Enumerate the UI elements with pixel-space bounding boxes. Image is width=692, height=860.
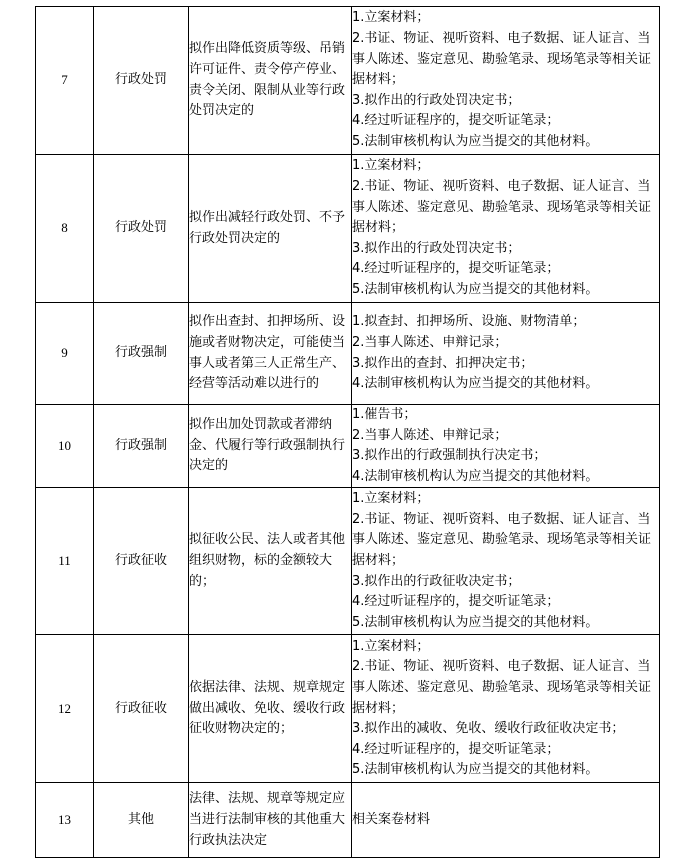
material-item: 2.书证、物证、视听资料、电子数据、证人证言、当事人陈述、鉴定意见、勘验笔录、现场笔录等相关证据材料；	[352, 511, 652, 569]
decision-description-text: 依据法律、法规、规章规定做出减收、免收、缓收行政征收财物决定的；	[189, 679, 346, 737]
material-item: 2.当事人陈述、申辩记录；	[352, 427, 508, 443]
row-number: 7	[36, 7, 94, 155]
decision-description	[189, 405, 352, 488]
material-item: 4.法制审核机构认为应当提交的其他材料。	[352, 376, 599, 392]
material-item: 1.立案材料；	[352, 10, 430, 26]
row-number: 13	[36, 783, 94, 858]
row-number: 11	[36, 488, 94, 635]
decision-description-text: 法律、法规、规章等规定应当进行法制审核的其他重大行政执法决定	[189, 791, 346, 848]
decision-description	[189, 488, 352, 635]
table-row	[36, 635, 660, 783]
row-number: 8	[36, 155, 94, 303]
enforcement-type: 行政强制	[94, 303, 189, 405]
required-materials	[352, 405, 660, 488]
material-item: 4.经过听证程序的，提交听证笔录；	[352, 261, 560, 277]
material-item: 4.经过听证程序的，提交听证笔录；	[352, 594, 560, 610]
required-materials	[352, 783, 660, 858]
enforcement-type: 行政征收	[94, 635, 189, 783]
material-item: 4.法制审核机构认为应当提交的其他材料。	[352, 468, 599, 484]
material-item: 1.立案材料；	[352, 491, 430, 507]
table-row	[36, 303, 660, 405]
decision-description-text: 拟作出减轻行政处罚、不予行政处罚决定的	[189, 209, 346, 246]
material-item: 2.书证、物证、视听资料、电子数据、证人证言、当事人陈述、鉴定意见、勘验笔录、现场笔录等相关证据材料；	[352, 179, 652, 236]
table-row	[36, 7, 660, 155]
required-materials	[352, 303, 660, 405]
review-materials-table	[35, 6, 660, 858]
material-item: 3.拟作出的行政强制执行决定书；	[352, 448, 547, 464]
row-number: 10	[36, 405, 94, 488]
material-item: 2.书证、物证、视听资料、电子数据、证人证言、当事人陈述、鉴定意见、勘验笔录、现场笔录等相关证据材料；	[352, 31, 652, 88]
decision-description	[189, 303, 352, 405]
decision-description	[189, 635, 352, 783]
enforcement-type: 行政处罚	[94, 7, 189, 155]
decision-description-text: 拟征收公民、法人或者其他组织财物，标的金额较大的；	[189, 532, 346, 589]
row-number: 12	[36, 635, 94, 783]
row-number: 9	[36, 303, 94, 405]
decision-description	[189, 7, 352, 155]
material-item: 3.拟作出的行政处罚决定书；	[352, 240, 521, 256]
decision-description-text: 拟作出查封、扣押场所、设施或者财物决定，可能使当事人或者第三人正常生产、经营等活动难以进行的	[189, 314, 346, 392]
table-row	[36, 488, 660, 635]
material-item: 1.拟查封、扣押场所、设施、财物清单；	[352, 314, 586, 330]
material-item: 相关案卷材料	[352, 812, 431, 828]
decision-description-text: 拟作出加处罚款或者滞纳金、代履行等行政强制执行决定的	[189, 417, 346, 474]
enforcement-type: 其他	[94, 783, 189, 858]
material-item: 5.法制审核机构认为应当提交的其他材料。	[352, 762, 599, 778]
table-row	[36, 405, 660, 488]
enforcement-type: 行政处罚	[94, 155, 189, 303]
decision-description-text: 拟作出降低资质等级、吊销许可证件、责令停产停业、责令关闭、限制从业等行政处罚决定的	[189, 41, 346, 119]
material-item: 5.法制审核机构认为应当提交的其他材料。	[352, 614, 599, 630]
material-item: 5.法制审核机构认为应当提交的其他材料。	[352, 281, 599, 297]
required-materials	[352, 7, 660, 155]
material-item: 3.拟作出的行政征收决定书；	[352, 573, 521, 589]
table-row	[36, 783, 660, 858]
material-item: 1.立案材料；	[352, 638, 430, 654]
decision-description	[189, 783, 352, 858]
material-item: 1.催告书；	[352, 407, 417, 422]
required-materials	[352, 155, 660, 303]
table-body	[36, 7, 660, 858]
enforcement-type: 行政征收	[94, 488, 189, 635]
material-item: 1.立案材料；	[352, 158, 430, 174]
required-materials	[352, 635, 660, 783]
material-item: 5.法制审核机构认为应当提交的其他材料。	[352, 133, 599, 149]
enforcement-type: 行政强制	[94, 405, 189, 488]
material-item: 4.经过听证程序的，提交听证笔录；	[352, 741, 560, 757]
decision-description	[189, 155, 352, 303]
table-row	[36, 155, 660, 303]
material-item: 3.拟作出的行政处罚决定书；	[352, 92, 521, 108]
material-item: 2.当事人陈述、申辩记录；	[352, 334, 508, 350]
material-item: 2.书证、物证、视听资料、电子数据、证人证言、当事人陈述、鉴定意见、勘验笔录、现场笔录等相关证据材料；	[352, 659, 652, 716]
material-item: 3.拟作出的减收、免收、缓收行政征收决定书；	[352, 721, 625, 737]
required-materials	[352, 488, 660, 635]
material-item: 4.经过听证程序的，提交听证笔录；	[352, 113, 560, 129]
material-item: 3.拟作出的查封、扣押决定书；	[352, 355, 534, 371]
